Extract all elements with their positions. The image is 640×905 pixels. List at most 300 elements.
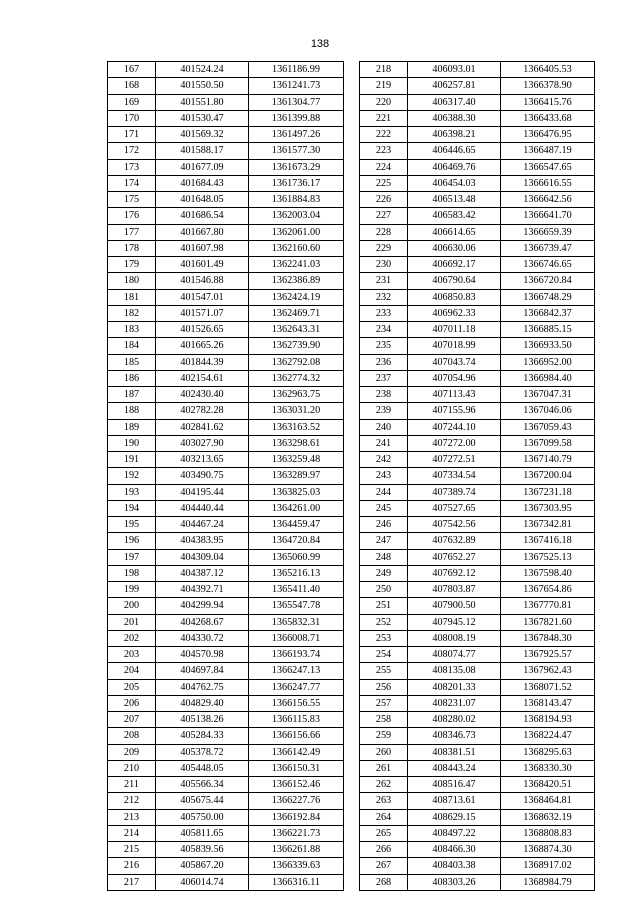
y-coordinate-cell: 1361884.83: [249, 192, 344, 208]
y-coordinate-cell: 1367303.95: [501, 500, 595, 516]
x-coordinate-cell: 404762.75: [156, 679, 249, 695]
coordinates-table-left: [107, 61, 344, 891]
y-coordinate-cell: 1366150.31: [249, 760, 344, 776]
table-row: [108, 809, 344, 825]
y-coordinate-cell: 1366984.40: [501, 370, 595, 386]
table-row: [108, 549, 344, 565]
table-row: [108, 159, 344, 175]
y-coordinate-cell: 1366261.88: [249, 842, 344, 858]
x-coordinate-cell: 406614.65: [408, 224, 501, 240]
point-number-cell: 227: [360, 208, 408, 224]
y-coordinate-cell: 1362469.71: [249, 305, 344, 321]
x-coordinate-cell: 404330.72: [156, 630, 249, 646]
x-coordinate-cell: 408303.26: [408, 874, 501, 890]
table-row: [108, 305, 344, 321]
point-number-cell: 215: [108, 842, 156, 858]
y-coordinate-cell: 1368917.02: [501, 858, 595, 874]
y-coordinate-cell: 1366247.77: [249, 679, 344, 695]
point-number-cell: 247: [360, 533, 408, 549]
y-coordinate-cell: 1367925.57: [501, 647, 595, 663]
table-row: [360, 419, 595, 435]
table-row: [108, 354, 344, 370]
point-number-cell: 243: [360, 468, 408, 484]
x-coordinate-cell: 408280.02: [408, 712, 501, 728]
y-coordinate-cell: 1366476.95: [501, 127, 595, 143]
x-coordinate-cell: 408008.19: [408, 630, 501, 646]
y-coordinate-cell: 1366433.68: [501, 110, 595, 126]
table-row: [108, 224, 344, 240]
y-coordinate-cell: 1366952.00: [501, 354, 595, 370]
table-row: [360, 305, 595, 321]
x-coordinate-cell: 405867.20: [156, 858, 249, 874]
point-number-cell: 223: [360, 143, 408, 159]
point-number-cell: 173: [108, 159, 156, 175]
x-coordinate-cell: 404697.84: [156, 663, 249, 679]
y-coordinate-cell: 1366378.90: [501, 78, 595, 94]
table-row: [108, 825, 344, 841]
point-number-cell: 253: [360, 630, 408, 646]
y-coordinate-cell: 1363825.03: [249, 484, 344, 500]
table-row: [360, 517, 595, 533]
x-coordinate-cell: 402782.28: [156, 403, 249, 419]
point-number-cell: 254: [360, 647, 408, 663]
x-coordinate-cell: 404195.44: [156, 484, 249, 500]
table-row: [360, 679, 595, 695]
y-coordinate-cell: 1368464.81: [501, 793, 595, 809]
table-row: [108, 777, 344, 793]
y-coordinate-cell: 1365060.99: [249, 549, 344, 565]
table-row: [108, 565, 344, 581]
y-coordinate-cell: 1366487.19: [501, 143, 595, 159]
table-row: [108, 533, 344, 549]
y-coordinate-cell: 1367848.30: [501, 630, 595, 646]
y-coordinate-cell: 1362643.31: [249, 322, 344, 338]
y-coordinate-cell: 1363163.52: [249, 419, 344, 435]
table-row: [108, 647, 344, 663]
y-coordinate-cell: 1366405.53: [501, 62, 595, 78]
x-coordinate-cell: 401546.88: [156, 273, 249, 289]
x-coordinate-cell: 407113.43: [408, 387, 501, 403]
point-number-cell: 171: [108, 127, 156, 143]
y-coordinate-cell: 1362241.03: [249, 257, 344, 273]
point-number-cell: 229: [360, 240, 408, 256]
x-coordinate-cell: 406014.74: [156, 874, 249, 890]
x-coordinate-cell: 407043.74: [408, 354, 501, 370]
y-coordinate-cell: 1361577.30: [249, 143, 344, 159]
x-coordinate-cell: 406692.17: [408, 257, 501, 273]
y-coordinate-cell: 1367140.79: [501, 452, 595, 468]
x-coordinate-cell: 406513.48: [408, 192, 501, 208]
table-row: [360, 403, 595, 419]
point-number-cell: 217: [108, 874, 156, 890]
x-coordinate-cell: 405750.00: [156, 809, 249, 825]
x-coordinate-cell: 405138.26: [156, 712, 249, 728]
table-row: [360, 630, 595, 646]
table-row: [360, 565, 595, 581]
table-row: [360, 192, 595, 208]
x-coordinate-cell: 406317.40: [408, 94, 501, 110]
y-coordinate-cell: 1368632.19: [501, 809, 595, 825]
table-row: [108, 630, 344, 646]
point-number-cell: 267: [360, 858, 408, 874]
table-row: [108, 874, 344, 890]
point-number-cell: 246: [360, 517, 408, 533]
y-coordinate-cell: 1366316.11: [249, 874, 344, 890]
table-row: [360, 62, 595, 78]
x-coordinate-cell: 405839.56: [156, 842, 249, 858]
x-coordinate-cell: 407900.50: [408, 598, 501, 614]
table-row: [108, 484, 344, 500]
y-coordinate-cell: 1366739.47: [501, 240, 595, 256]
point-number-cell: 205: [108, 679, 156, 695]
point-number-cell: 219: [360, 78, 408, 94]
y-coordinate-cell: 1366547.65: [501, 159, 595, 175]
table-row: [360, 614, 595, 630]
y-coordinate-cell: 1366720.84: [501, 273, 595, 289]
x-coordinate-cell: 405284.33: [156, 728, 249, 744]
table-row: [360, 695, 595, 711]
point-number-cell: 224: [360, 159, 408, 175]
table-row: [108, 598, 344, 614]
point-number-cell: 250: [360, 582, 408, 598]
point-number-cell: 196: [108, 533, 156, 549]
x-coordinate-cell: 407272.00: [408, 435, 501, 451]
table-row: [108, 842, 344, 858]
table-row: [108, 322, 344, 338]
y-coordinate-cell: 1362061.00: [249, 224, 344, 240]
table-row: [360, 582, 595, 598]
point-number-cell: 260: [360, 744, 408, 760]
y-coordinate-cell: 1361736.17: [249, 175, 344, 191]
y-coordinate-cell: 1362003.04: [249, 208, 344, 224]
table-row: [108, 273, 344, 289]
point-number-cell: 178: [108, 240, 156, 256]
x-coordinate-cell: 407389.74: [408, 484, 501, 500]
x-coordinate-cell: 401607.98: [156, 240, 249, 256]
point-number-cell: 220: [360, 94, 408, 110]
table-row: [108, 257, 344, 273]
x-coordinate-cell: 407011.18: [408, 322, 501, 338]
x-coordinate-cell: 405675.44: [156, 793, 249, 809]
table-row: [108, 110, 344, 126]
point-number-cell: 187: [108, 387, 156, 403]
point-number-cell: 191: [108, 452, 156, 468]
y-coordinate-cell: 1366192.84: [249, 809, 344, 825]
point-number-cell: 232: [360, 289, 408, 305]
table-row: [360, 777, 595, 793]
y-coordinate-cell: 1367525.13: [501, 549, 595, 565]
point-number-cell: 242: [360, 452, 408, 468]
point-number-cell: 225: [360, 175, 408, 191]
point-number-cell: 249: [360, 565, 408, 581]
y-coordinate-cell: 1367200.04: [501, 468, 595, 484]
point-number-cell: 181: [108, 289, 156, 305]
table-row: [360, 533, 595, 549]
y-coordinate-cell: 1362160.60: [249, 240, 344, 256]
point-number-cell: 258: [360, 712, 408, 728]
table-row: [360, 240, 595, 256]
y-coordinate-cell: 1361399.88: [249, 110, 344, 126]
y-coordinate-cell: 1368874.30: [501, 842, 595, 858]
table-row: [108, 793, 344, 809]
y-coordinate-cell: 1365411.40: [249, 582, 344, 598]
table-row: [108, 500, 344, 516]
y-coordinate-cell: 1368330.30: [501, 760, 595, 776]
x-coordinate-cell: 403027.90: [156, 435, 249, 451]
point-number-cell: 221: [360, 110, 408, 126]
point-number-cell: 233: [360, 305, 408, 321]
y-coordinate-cell: 1366115.83: [249, 712, 344, 728]
point-number-cell: 200: [108, 598, 156, 614]
x-coordinate-cell: 404440.44: [156, 500, 249, 516]
table-row: [108, 517, 344, 533]
x-coordinate-cell: 407632.89: [408, 533, 501, 549]
y-coordinate-cell: 1366746.65: [501, 257, 595, 273]
point-number-cell: 209: [108, 744, 156, 760]
table-row: [360, 760, 595, 776]
y-coordinate-cell: 1366842.37: [501, 305, 595, 321]
x-coordinate-cell: 408346.73: [408, 728, 501, 744]
table-row: [108, 403, 344, 419]
x-coordinate-cell: 401569.32: [156, 127, 249, 143]
table-row: [360, 159, 595, 175]
table-row: [108, 712, 344, 728]
y-coordinate-cell: 1363259.48: [249, 452, 344, 468]
y-coordinate-cell: 1366659.39: [501, 224, 595, 240]
table-row: [108, 858, 344, 874]
point-number-cell: 259: [360, 728, 408, 744]
x-coordinate-cell: 401686.54: [156, 208, 249, 224]
y-coordinate-cell: 1362774.32: [249, 370, 344, 386]
table-row: [360, 273, 595, 289]
x-coordinate-cell: 405448.05: [156, 760, 249, 776]
table-row: [360, 322, 595, 338]
point-number-cell: 201: [108, 614, 156, 630]
point-number-cell: 218: [360, 62, 408, 78]
table-row: [108, 582, 344, 598]
point-number-cell: 189: [108, 419, 156, 435]
x-coordinate-cell: 401551.80: [156, 94, 249, 110]
point-number-cell: 256: [360, 679, 408, 695]
table-row: [108, 192, 344, 208]
table-row: [108, 175, 344, 191]
table-row: [360, 208, 595, 224]
table-row: [108, 728, 344, 744]
x-coordinate-cell: 406454.03: [408, 175, 501, 191]
y-coordinate-cell: 1362386.89: [249, 273, 344, 289]
y-coordinate-cell: 1362963.75: [249, 387, 344, 403]
y-coordinate-cell: 1368984.79: [501, 874, 595, 890]
x-coordinate-cell: 401547.01: [156, 289, 249, 305]
table-row: [360, 468, 595, 484]
point-number-cell: 214: [108, 825, 156, 841]
x-coordinate-cell: 401667.80: [156, 224, 249, 240]
point-number-cell: 167: [108, 62, 156, 78]
y-coordinate-cell: 1366221.73: [249, 825, 344, 841]
x-coordinate-cell: 407272.51: [408, 452, 501, 468]
y-coordinate-cell: 1367770.81: [501, 598, 595, 614]
y-coordinate-cell: 1367821.60: [501, 614, 595, 630]
table-row: [108, 744, 344, 760]
point-number-cell: 195: [108, 517, 156, 533]
table-row: [360, 224, 595, 240]
x-coordinate-cell: 406093.01: [408, 62, 501, 78]
point-number-cell: 170: [108, 110, 156, 126]
point-number-cell: 182: [108, 305, 156, 321]
x-coordinate-cell: 404309.04: [156, 549, 249, 565]
point-number-cell: 183: [108, 322, 156, 338]
point-number-cell: 176: [108, 208, 156, 224]
x-coordinate-cell: 406257.81: [408, 78, 501, 94]
table-row: [108, 127, 344, 143]
table-row: [360, 728, 595, 744]
point-number-cell: 236: [360, 354, 408, 370]
point-number-cell: 206: [108, 695, 156, 711]
table-row: [108, 614, 344, 630]
point-number-cell: 199: [108, 582, 156, 598]
point-number-cell: 264: [360, 809, 408, 825]
x-coordinate-cell: 408135.08: [408, 663, 501, 679]
point-number-cell: 190: [108, 435, 156, 451]
point-number-cell: 230: [360, 257, 408, 273]
point-number-cell: 235: [360, 338, 408, 354]
table-row: [108, 760, 344, 776]
y-coordinate-cell: 1367342.81: [501, 517, 595, 533]
table-row: [360, 647, 595, 663]
x-coordinate-cell: 402841.62: [156, 419, 249, 435]
point-number-cell: 174: [108, 175, 156, 191]
table-row: [360, 78, 595, 94]
x-coordinate-cell: 407334.54: [408, 468, 501, 484]
table-row: [108, 387, 344, 403]
table-row: [360, 484, 595, 500]
point-number-cell: 216: [108, 858, 156, 874]
x-coordinate-cell: 406630.06: [408, 240, 501, 256]
x-coordinate-cell: 408403.38: [408, 858, 501, 874]
x-coordinate-cell: 407527.65: [408, 500, 501, 516]
y-coordinate-cell: 1364720.84: [249, 533, 344, 549]
x-coordinate-cell: 404383.95: [156, 533, 249, 549]
x-coordinate-cell: 401665.26: [156, 338, 249, 354]
x-coordinate-cell: 401524.24: [156, 62, 249, 78]
x-coordinate-cell: 407542.56: [408, 517, 501, 533]
x-coordinate-cell: 401684.43: [156, 175, 249, 191]
table-row: [108, 419, 344, 435]
table-row: [108, 695, 344, 711]
point-number-cell: 202: [108, 630, 156, 646]
x-coordinate-cell: 403213.65: [156, 452, 249, 468]
table-row: [360, 257, 595, 273]
x-coordinate-cell: 408201.33: [408, 679, 501, 695]
point-number-cell: 213: [108, 809, 156, 825]
x-coordinate-cell: 408231.07: [408, 695, 501, 711]
x-coordinate-cell: 408629.15: [408, 809, 501, 825]
y-coordinate-cell: 1366415.76: [501, 94, 595, 110]
table-row: [108, 679, 344, 695]
point-number-cell: 192: [108, 468, 156, 484]
point-number-cell: 210: [108, 760, 156, 776]
y-coordinate-cell: 1365547.78: [249, 598, 344, 614]
point-number-cell: 257: [360, 695, 408, 711]
x-coordinate-cell: 404392.71: [156, 582, 249, 598]
x-coordinate-cell: 401530.47: [156, 110, 249, 126]
y-coordinate-cell: 1366616.55: [501, 175, 595, 191]
point-number-cell: 266: [360, 842, 408, 858]
table-row: [360, 712, 595, 728]
y-coordinate-cell: 1368071.52: [501, 679, 595, 695]
table-row: [108, 663, 344, 679]
y-coordinate-cell: 1361673.29: [249, 159, 344, 175]
point-number-cell: 204: [108, 663, 156, 679]
table-row: [108, 94, 344, 110]
x-coordinate-cell: 407652.27: [408, 549, 501, 565]
point-number-cell: 180: [108, 273, 156, 289]
x-coordinate-cell: 401550.50: [156, 78, 249, 94]
y-coordinate-cell: 1362739.90: [249, 338, 344, 354]
x-coordinate-cell: 406850.83: [408, 289, 501, 305]
table-row: [360, 842, 595, 858]
point-number-cell: 238: [360, 387, 408, 403]
point-number-cell: 188: [108, 403, 156, 419]
point-number-cell: 226: [360, 192, 408, 208]
table-row: [360, 663, 595, 679]
point-number-cell: 175: [108, 192, 156, 208]
x-coordinate-cell: 407054.96: [408, 370, 501, 386]
point-number-cell: 168: [108, 78, 156, 94]
point-number-cell: 241: [360, 435, 408, 451]
x-coordinate-cell: 406446.65: [408, 143, 501, 159]
y-coordinate-cell: 1368143.47: [501, 695, 595, 711]
table-row: [360, 549, 595, 565]
table-row: [360, 452, 595, 468]
table-row: [360, 387, 595, 403]
point-number-cell: 211: [108, 777, 156, 793]
table-row: [108, 208, 344, 224]
point-number-cell: 179: [108, 257, 156, 273]
point-number-cell: 263: [360, 793, 408, 809]
table-row: [360, 744, 595, 760]
y-coordinate-cell: 1366156.55: [249, 695, 344, 711]
point-number-cell: 193: [108, 484, 156, 500]
x-coordinate-cell: 406469.76: [408, 159, 501, 175]
y-coordinate-cell: 1367099.58: [501, 435, 595, 451]
table-row: [360, 874, 595, 890]
y-coordinate-cell: 1367962.43: [501, 663, 595, 679]
y-coordinate-cell: 1366227.76: [249, 793, 344, 809]
y-coordinate-cell: 1366152.46: [249, 777, 344, 793]
table-row: [360, 354, 595, 370]
x-coordinate-cell: 402430.40: [156, 387, 249, 403]
table-row: [360, 598, 595, 614]
y-coordinate-cell: 1367059.43: [501, 419, 595, 435]
x-coordinate-cell: 408466.30: [408, 842, 501, 858]
y-coordinate-cell: 1366193.74: [249, 647, 344, 663]
y-coordinate-cell: 1367046.06: [501, 403, 595, 419]
point-number-cell: 234: [360, 322, 408, 338]
x-coordinate-cell: 402154.61: [156, 370, 249, 386]
x-coordinate-cell: 401588.17: [156, 143, 249, 159]
y-coordinate-cell: 1361497.26: [249, 127, 344, 143]
table-row: [108, 78, 344, 94]
y-coordinate-cell: 1366008.71: [249, 630, 344, 646]
y-coordinate-cell: 1364459.47: [249, 517, 344, 533]
y-coordinate-cell: 1363031.20: [249, 403, 344, 419]
point-number-cell: 240: [360, 419, 408, 435]
x-coordinate-cell: 401571.07: [156, 305, 249, 321]
y-coordinate-cell: 1367416.18: [501, 533, 595, 549]
x-coordinate-cell: 404387.12: [156, 565, 249, 581]
table-row: [108, 289, 344, 305]
